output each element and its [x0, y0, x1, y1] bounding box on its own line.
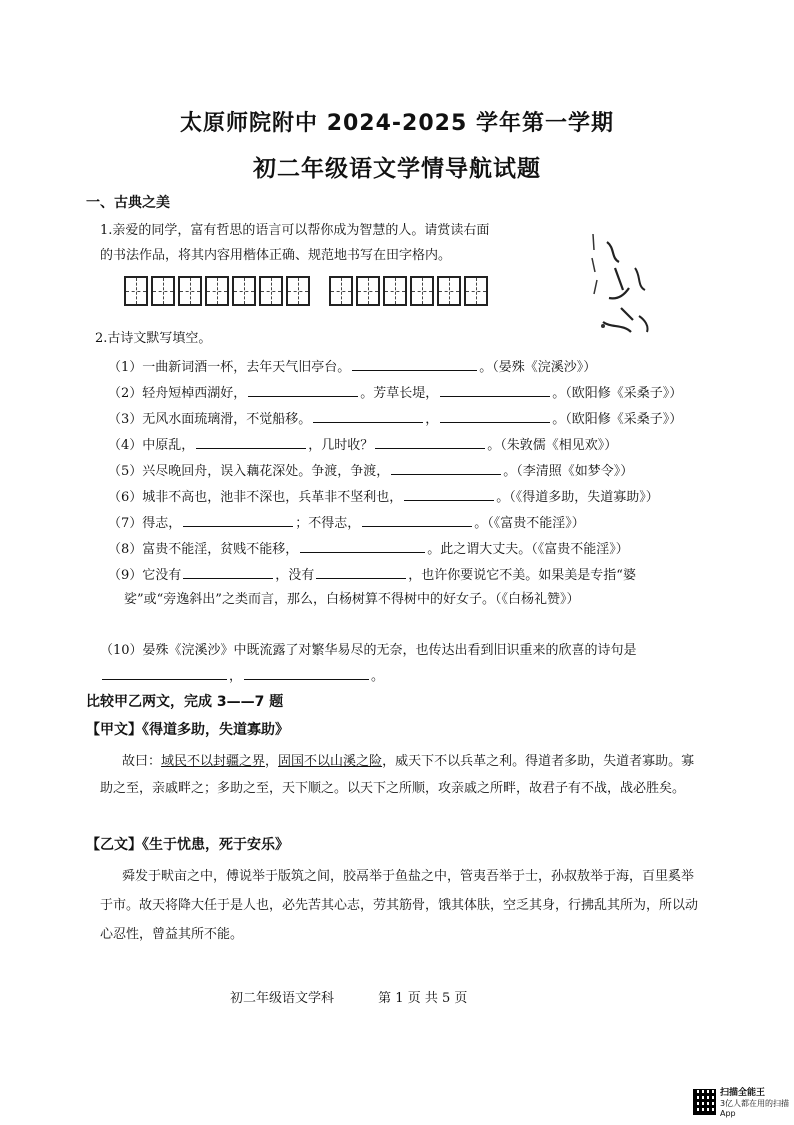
underlined-phrase: 域民不以封疆之界 [161, 754, 266, 769]
page-footer [230, 987, 507, 1006]
fill-item-3: （3）无风水面琉璃滑，不觉船移。 ， 。（欧阳修《采桑子》） [108, 408, 748, 434]
passage-jia-heading: 【甲文】《得道多助，失道寡助》 [86, 722, 289, 738]
fill-item-10: （10）晏殊《浣溪沙》中既流露了对繁华易尽的无奈，也传达出看到旧识重来的欣喜的诗句是 ， 。 [100, 643, 637, 684]
fill-item-4: （4）中原乱， ，几时收？ 。（朱敦儒《相见欢》） [108, 434, 748, 460]
tian-cell[interactable] [178, 276, 202, 306]
answer-blank[interactable] [404, 486, 494, 501]
exam-title-line1: 太原师院附中 2024-2025 学年第一学期 [180, 111, 614, 136]
watermark-sub: 3亿人都在用的扫描App [719, 1099, 790, 1118]
passage-yi-heading: 【乙文】《生于忧患，死于安乐》 [86, 837, 289, 853]
fill-item-1: （1）一曲新词酒一杯，去年天气旧亭台。 。（晏殊《浣溪沙》） [108, 356, 748, 382]
answer-blank[interactable] [183, 564, 273, 579]
answer-blank[interactable] [244, 665, 369, 680]
answer-blank[interactable] [300, 538, 425, 553]
answer-blank[interactable] [375, 434, 485, 449]
tian-cell[interactable] [329, 276, 353, 306]
scanner-watermark [693, 1085, 794, 1118]
answer-blank[interactable] [313, 408, 423, 423]
tian-cell[interactable] [437, 276, 461, 306]
answer-blank[interactable] [102, 665, 227, 680]
tian-cell[interactable] [232, 276, 256, 306]
answer-blank[interactable] [440, 408, 550, 423]
fill-item-9-cont: 娑”或“旁逸斜出”之类而言，那么，白杨树算不得树中的好女子。（《白杨礼赞》） [124, 592, 580, 607]
passage-yi-text: 舜发于畎亩之中，傅说举于版筑之间，胶鬲举于鱼盐之中，管夷吾举于士，孙叔敖举于海，百里奚举于市。故天将降大任于是人也，必先苦其心志，劳其筋骨，饿其体肤，空乏其身，行拂乱其所为，所以动心忍性，曾益其所不能。 [100, 869, 699, 942]
fill-item-6: （6）城非不高也，池非不深也，兵革非不坚利也， 。（《得道多助，失道寡助》） [108, 486, 748, 512]
answer-blank[interactable] [316, 564, 406, 579]
qr-code-icon [693, 1089, 716, 1115]
question-1-line1: 1.亲爱的同学，富有哲思的语言可以帮你成为智慧的人。请赏读右面 [100, 223, 490, 238]
tian-cell[interactable] [410, 276, 434, 306]
fill-item-5: （5）兴尽晚回舟，误入藕花深处。争渡，争渡， 。（李清照《如梦令》） [108, 460, 748, 486]
tian-cell[interactable] [124, 276, 148, 306]
fill-item-7: （7）得志， ；不得志， 。（《富贵不能淫》） [108, 512, 748, 538]
answer-blank[interactable] [362, 512, 472, 527]
tian-cell[interactable] [286, 276, 310, 306]
answer-blank[interactable] [248, 382, 358, 397]
footer-page-number: 第 1 页 共 5 页 [378, 991, 468, 1006]
tian-cell[interactable] [383, 276, 407, 306]
tian-cell[interactable] [356, 276, 380, 306]
fill-in-list [108, 356, 748, 616]
tian-grid[interactable] [124, 276, 491, 306]
footer-subject: 初二年级语文学科 [230, 991, 335, 1006]
answer-blank[interactable] [183, 512, 293, 527]
tian-cell[interactable] [151, 276, 175, 306]
answer-blank[interactable] [352, 356, 477, 371]
tian-cell[interactable] [205, 276, 229, 306]
calligraphy-image [585, 228, 655, 338]
watermark-label: 扫描全能王 [719, 1088, 765, 1098]
fill-item-8: （8）富贵不能淫，贫贱不能移， 。此之谓大丈夫。（《富贵不能淫》） [108, 538, 748, 564]
question-2-intro: 2.古诗文默写填空。 [95, 331, 212, 346]
passage-jia-text: 故曰：域民不以封疆之界，固国不以山溪之险，威天下不以兵革之利。得道者多助，失道者寡助。寡助之至，亲戚畔之；多助之至，天下顺之。以天下之所顺，攻亲戚之所畔，故君子有不战，战必胜矣。 [100, 754, 695, 796]
section-heading: 一、古典之美 [86, 195, 170, 211]
question-1 [100, 218, 570, 268]
fill-item-9: （9）它没有 ，没有 ，也许你要说它不美。如果美是专指“婆 [108, 564, 748, 590]
answer-blank[interactable] [196, 434, 306, 449]
compare-heading: 比较甲乙两文，完成 3——7 题 [86, 694, 284, 710]
exam-title-line2: 初二年级语文学情导航试题 [253, 156, 541, 182]
tian-cell[interactable] [464, 276, 488, 306]
answer-blank[interactable] [440, 382, 550, 397]
question-1-line2: 的书法作品，将其内容用楷体正确、规范地书写在田字格内。 [100, 248, 452, 263]
underlined-phrase: 固国不以山溪之险 [278, 754, 383, 769]
fill-item-2: （2）轻舟短棹西湖好， 。芳草长堤， 。（欧阳修《采桑子》） [108, 382, 748, 408]
tian-cell[interactable] [259, 276, 283, 306]
answer-blank[interactable] [391, 460, 501, 475]
